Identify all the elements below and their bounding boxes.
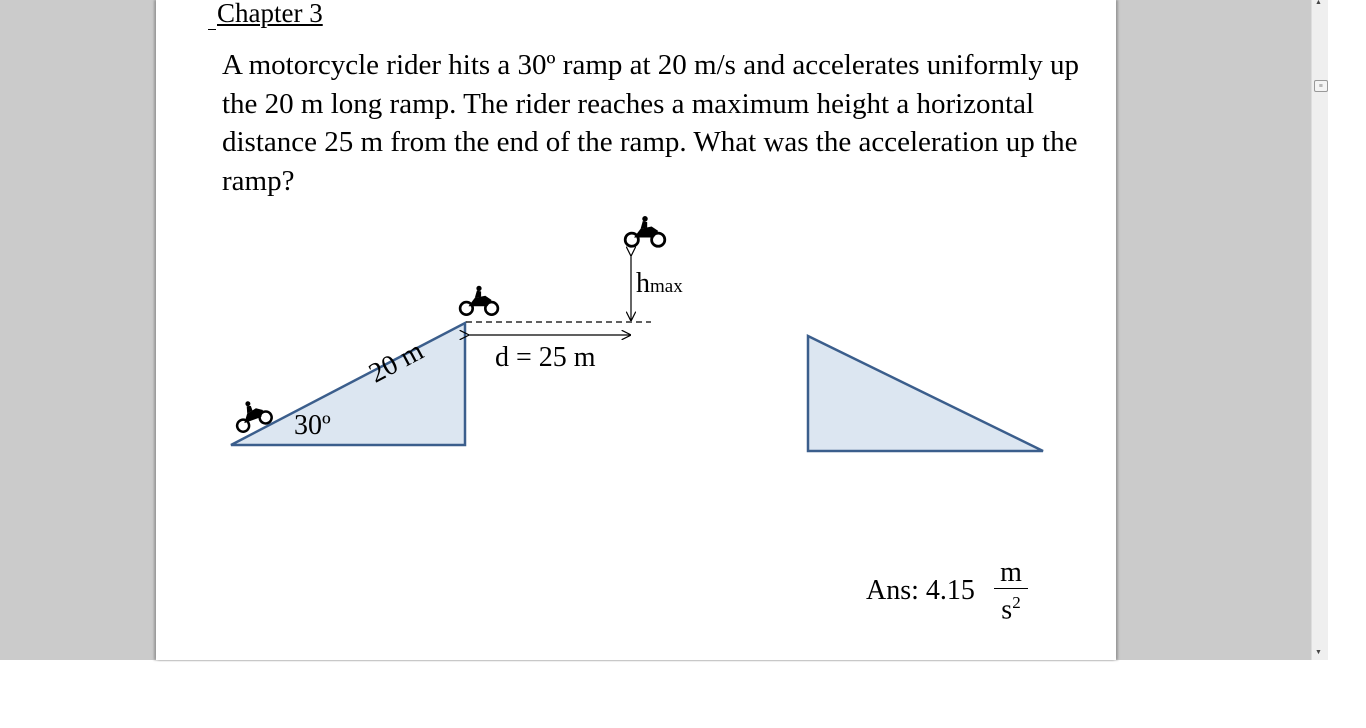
unit-numerator: m	[994, 558, 1028, 589]
chapter-title: Chapter 3	[217, 0, 323, 28]
answer-text: Ans: 4.15	[866, 575, 975, 606]
vertical-scrollbar[interactable]	[1311, 0, 1328, 660]
motorcycle-icon	[460, 286, 498, 315]
motorcycle-icon	[625, 216, 665, 246]
distance-label: d = 25 m	[495, 342, 596, 373]
height-label-main: h	[636, 268, 650, 299]
ramp-length-label: 20 m	[364, 335, 429, 390]
blank-triangle	[808, 336, 1043, 451]
answer-unit	[994, 558, 1028, 624]
ramp-diagram	[156, 0, 1116, 660]
height-label-sub: max	[650, 276, 683, 297]
ramp-triangle	[231, 323, 465, 445]
scroll-down-arrow-icon[interactable]: ▼	[1315, 648, 1322, 656]
document-page	[156, 0, 1116, 660]
unit-denominator: s	[1001, 594, 1013, 626]
scroll-up-arrow-icon[interactable]: ▲	[1315, 0, 1322, 6]
height-label	[636, 268, 683, 300]
angle-label: 30º	[294, 410, 331, 441]
unit-exponent: 2	[1012, 593, 1021, 612]
scrollbar-thumb[interactable]: ≡	[1314, 80, 1328, 92]
problem-text: A motorcycle rider hits a 30º ramp at 20 m/s and accelerates uniformly up the 20 m long ramp. The rider reaches a maximum height a horizontal distance 25 m from the end of the ramp. What was the acceleration up the ramp?	[222, 49, 1079, 197]
